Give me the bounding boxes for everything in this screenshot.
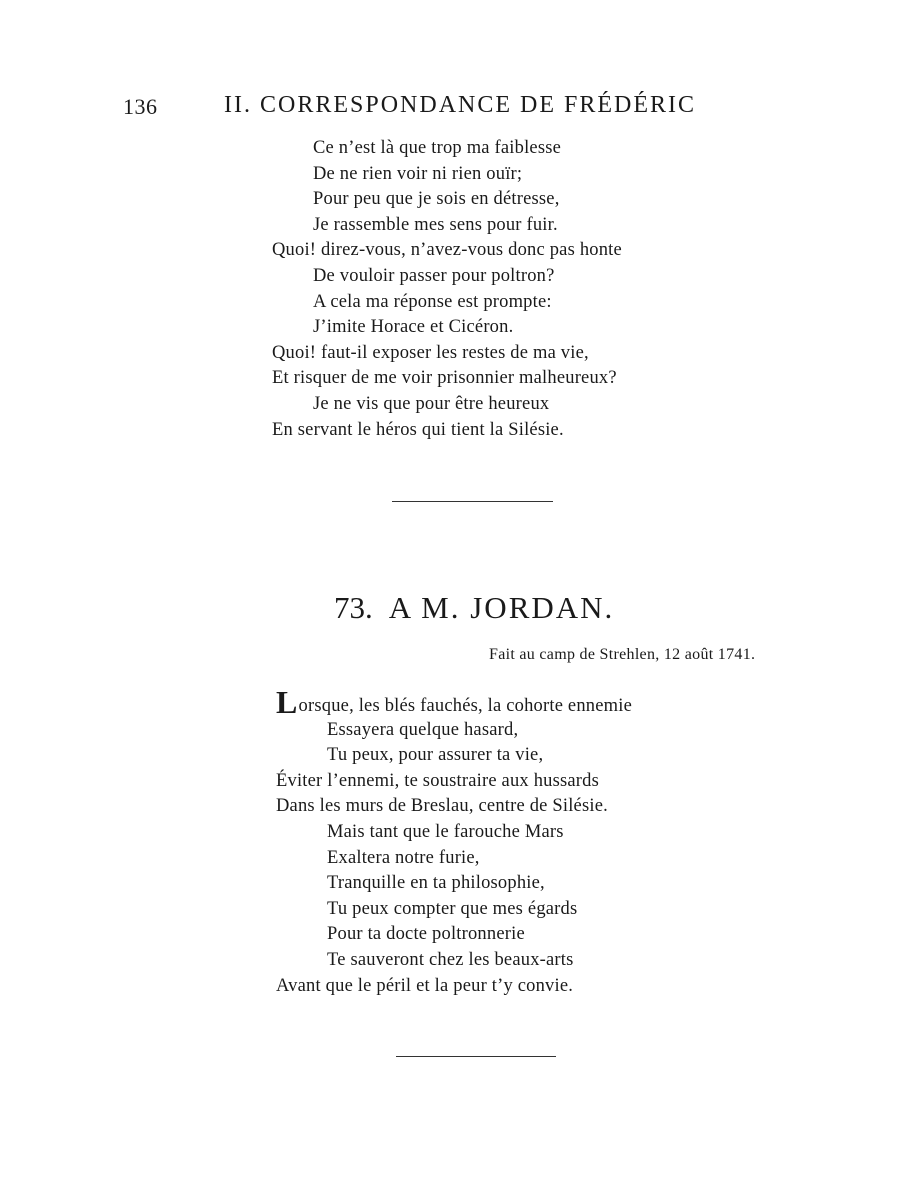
first-line-text: orsque, les blés fauchés, la cohorte ennemie: [298, 696, 633, 716]
poem-line: Essayera quelque hasard,: [327, 719, 519, 740]
letter-dateline: Fait au camp de Strehlen, 12 août 1741.: [489, 646, 756, 663]
poem-line: Tranquille en ta philosophie,: [327, 873, 545, 894]
poem-line: Pour ta docte poltronnerie: [327, 924, 525, 945]
page-number: 136: [123, 94, 158, 119]
letter-number: 73.: [334, 590, 373, 625]
poem-line: Tu peux compter que mes égards: [327, 898, 578, 919]
poem-line: [276, 684, 633, 720]
poem-line: Tu peux, pour assurer ta vie,: [327, 745, 544, 766]
poem-line: Pour peu que je sois en détresse,: [313, 189, 560, 210]
poem-line: Je rassemble mes sens pour fuir.: [313, 214, 558, 235]
letter-poem: [276, 684, 633, 999]
poem-line: Avant que le péril et la peur t’y convie.: [276, 975, 574, 996]
poem-line: En servant le héros qui tient la Silésie.: [272, 419, 564, 440]
poem-line: Exaltera notre furie,: [327, 847, 480, 868]
poem-continued: [272, 136, 622, 443]
poem-line: Et risquer de me voir prisonnier malheureux?: [272, 368, 617, 389]
poem-line: Te sauveront chez les beaux-arts: [327, 949, 574, 970]
poem-line: Je ne vis que pour être heureux: [313, 393, 550, 414]
letter-title: A M. JORDAN.: [388, 590, 615, 625]
poem-line: Éviter l’ennemi, te soustraire aux hussards: [276, 770, 600, 791]
poem-line: Mais tant que le farouche Mars: [327, 821, 564, 842]
running-head: II. CORRESPONDANCE DE FRÉDÉRIC: [224, 92, 697, 118]
poem-line: De ne rien voir ni rien ouïr;: [313, 163, 523, 184]
poem-line: A cela ma réponse est prompte:: [313, 291, 552, 312]
poem-line: Quoi! direz-vous, n’avez-vous donc pas honte: [272, 240, 622, 261]
poem-line: Dans les murs de Breslau, centre de Silésie.: [276, 796, 608, 817]
poem-line: De vouloir passer pour poltron?: [313, 265, 555, 286]
letter-heading: [334, 590, 614, 626]
drop-cap: L: [276, 684, 298, 720]
poem-line: Quoi! faut-il exposer les restes de ma vie,: [272, 342, 589, 363]
section-divider: [392, 501, 553, 502]
poem-line: Ce n’est là que trop ma faiblesse: [313, 138, 562, 158]
poem-line: J’imite Horace et Cicéron.: [313, 317, 514, 338]
end-divider: [396, 1056, 556, 1057]
